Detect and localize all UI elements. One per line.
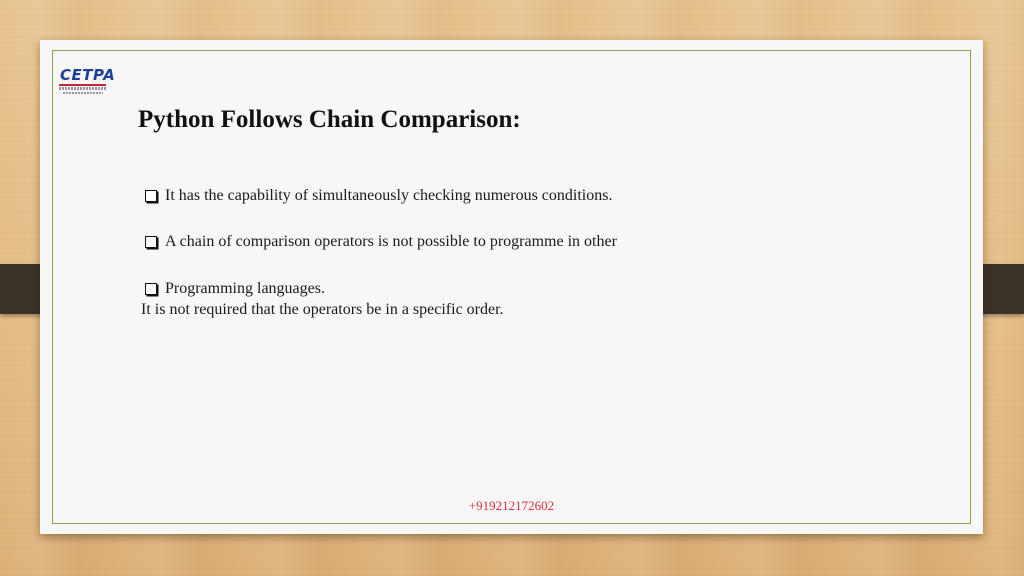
bullet-item: [143, 279, 943, 299]
bullet-text: Programming languages.: [165, 280, 325, 297]
checkbox-bullet-icon: [145, 236, 157, 248]
slide-content: [143, 186, 943, 321]
trailing-text: It is not required that the operators be in a specific order.: [141, 301, 504, 318]
contact-phone: +919212172602: [468, 498, 555, 513]
bullet-item: [143, 232, 943, 252]
checkbox-bullet-icon: [145, 283, 157, 295]
logo-text: CETPA: [60, 66, 116, 84]
logo-tagline-mark: [59, 87, 107, 90]
cetpa-logo: [58, 66, 116, 97]
slide-card: [40, 40, 983, 534]
logo-underline: [59, 84, 106, 86]
bullet-item: [143, 186, 943, 206]
logo-certification-mark: [63, 92, 103, 94]
bullet-text: A chain of comparison operators is not possible to programme in other: [165, 233, 617, 250]
bullet-text: It has the capability of simultaneously checking numerous conditions.: [165, 187, 613, 204]
slide-title: Python Follows Chain Comparison:: [138, 106, 521, 133]
checkbox-bullet-icon: [145, 190, 157, 202]
